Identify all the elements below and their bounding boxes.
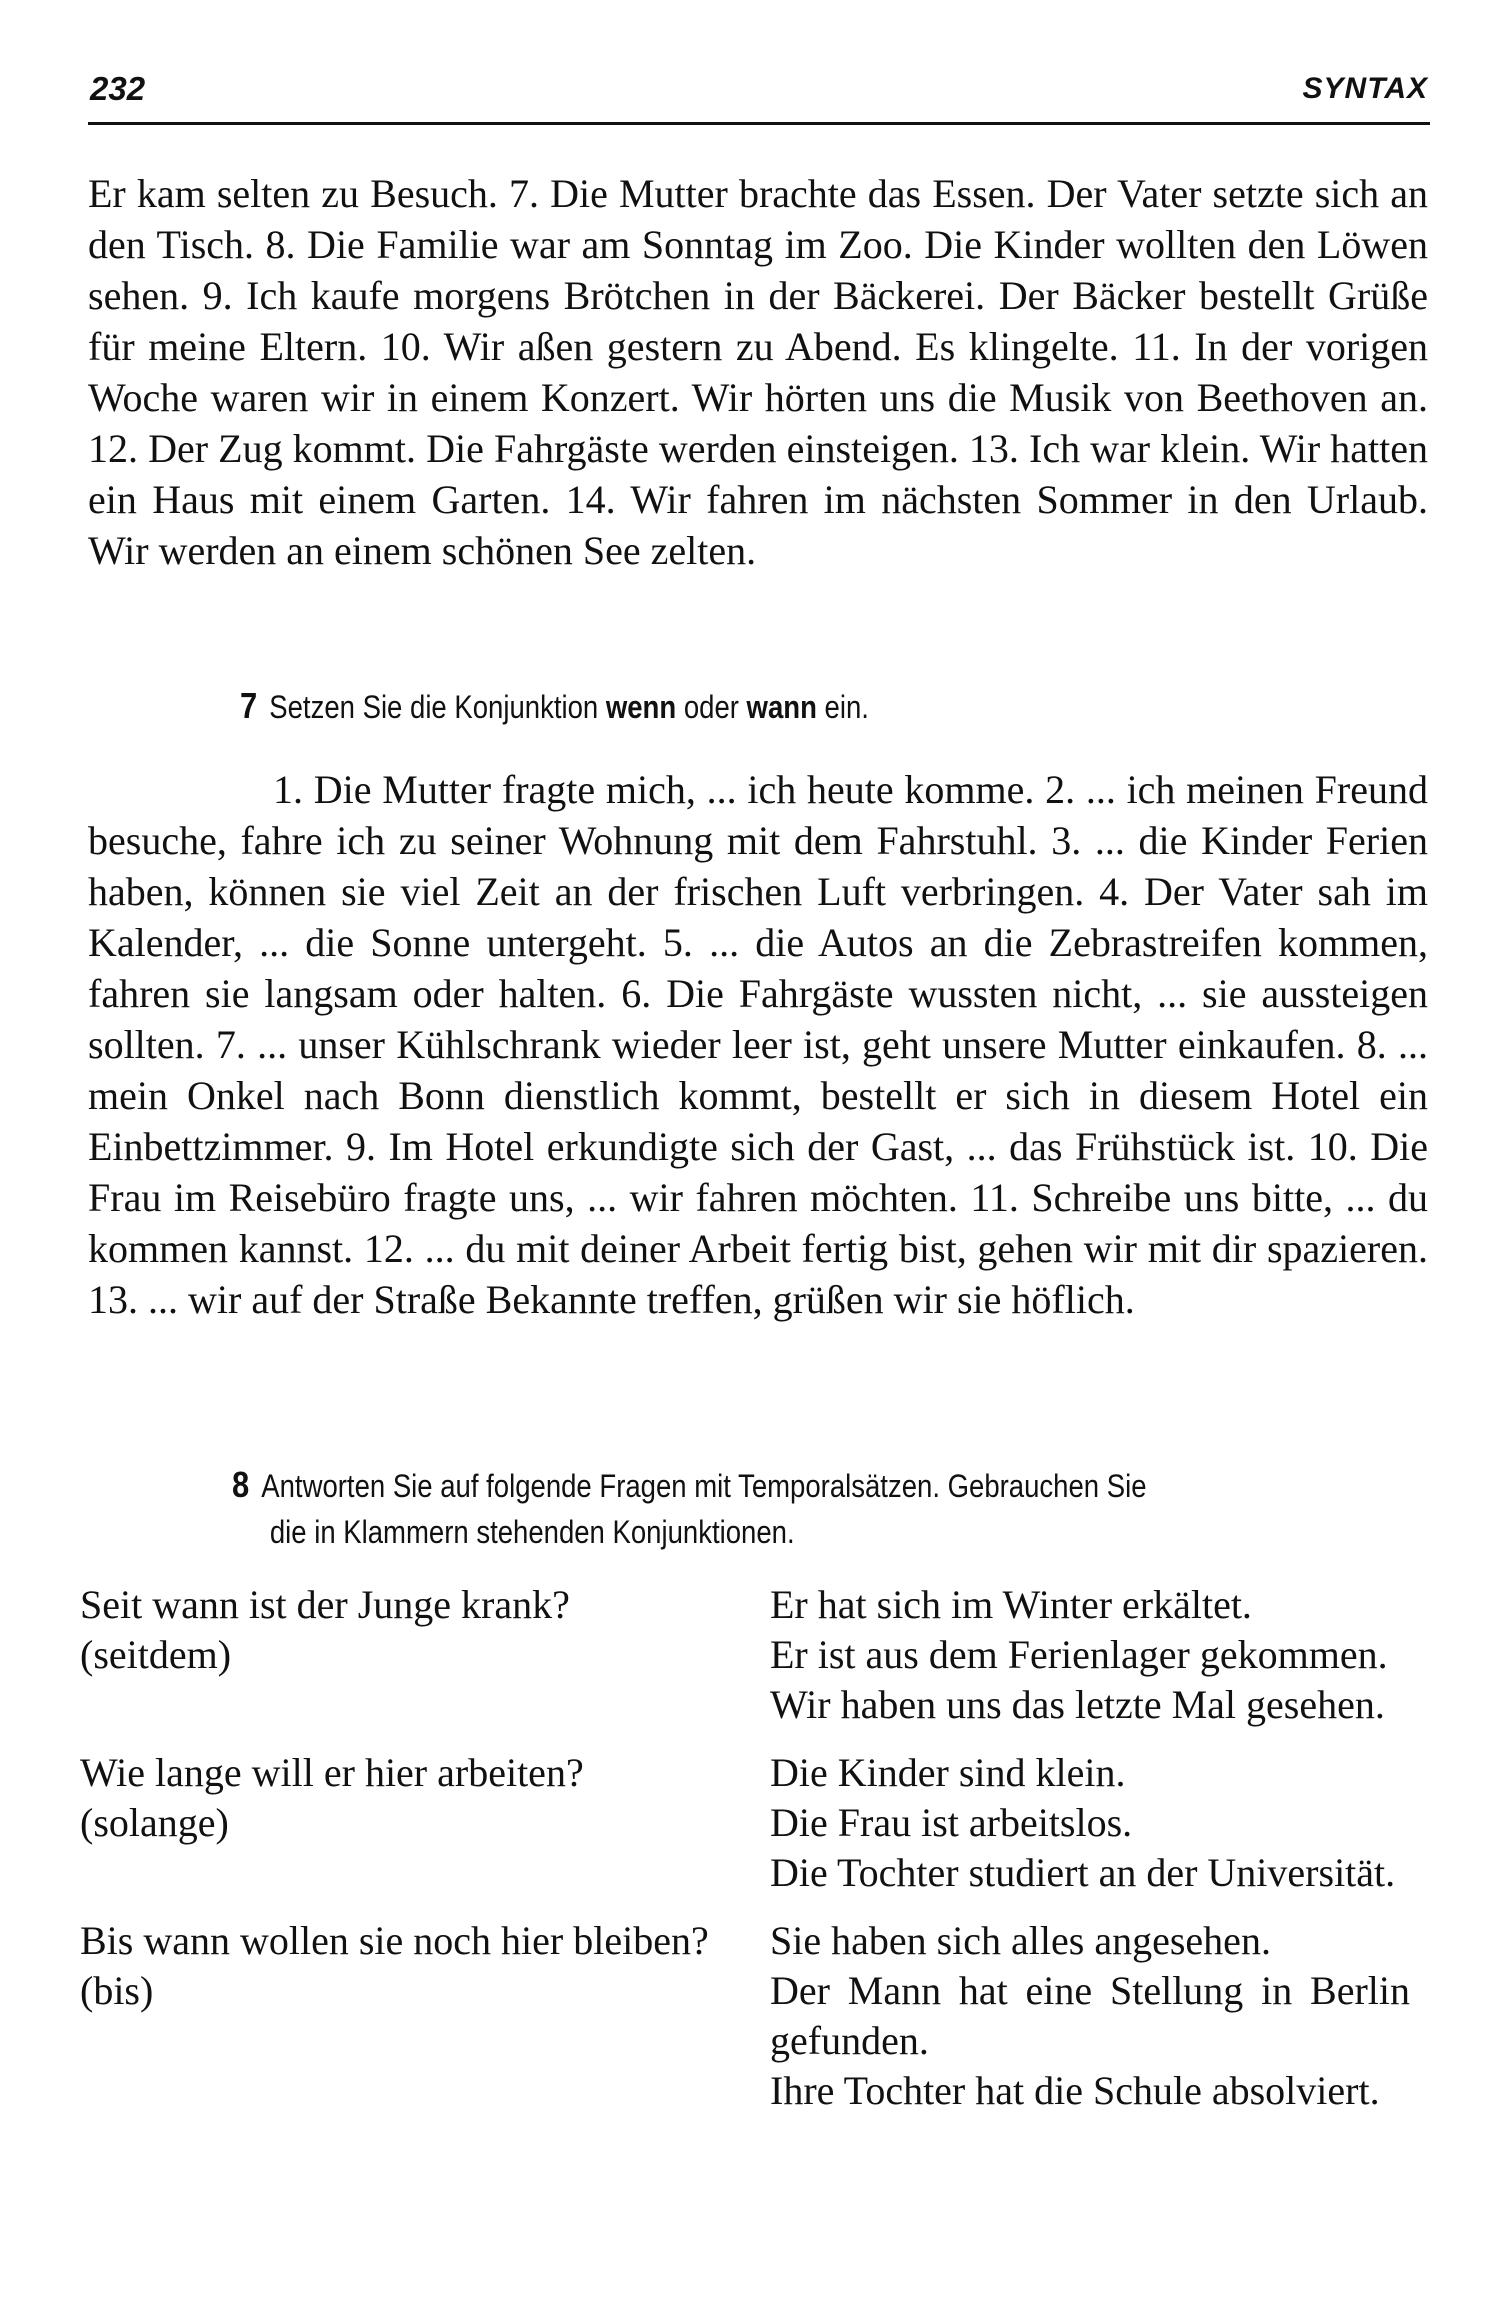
question-cell: [80, 1748, 770, 1898]
intro-paragraph: Er kam selten zu Besuch. 7. Die Mutter brachte das Essen. Der Vater setzte sich an den Tisch. 8. Die Familie war am Sonntag im Zoo. Die Kinder wollten den Löwen sehen. 9. Ich kaufe morgens Brötchen in der Bäckerei. Der Bäcker bestellt Grüße für meine Eltern. 10. Wir aßen gestern zu Abend. Es klingelte. 11. In der vorigen Woche waren wir in einem Konzert. Wir hörten uns die Musik von Beethoven an. 12. Der Zug kommt. Die Fahrgäste werden einsteigen. 13. Ich war klein. Wir hatten ein Haus mit einem Garten. 14. Wir fahren im nächsten Sommer in den Urlaub. Wir werden an einem schönen See zelten.: [88, 171, 1428, 573]
page-header: [88, 70, 1430, 125]
answer-line: Ihre Tochter hat die Schule absolviert.: [770, 2068, 1380, 2113]
answer-line: Die Kinder sind klein.: [770, 1750, 1126, 1795]
running-head: SYNTAX: [1302, 72, 1428, 105]
table-row: [80, 1748, 1440, 1898]
conjunction-hint: (seitdem): [80, 1632, 232, 1677]
answer-line: Der Mann hat eine Stellung in Berlin gefunden.: [770, 1968, 1410, 2063]
exercise-8-instruction-line2: die in Klammern stehenden Konjunktionen.: [269, 1514, 795, 1550]
exercise-8-heading: [232, 1462, 1419, 1555]
answer-line: Er hat sich im Winter erkältet.: [770, 1582, 1252, 1627]
page-number: 232: [90, 70, 146, 107]
question-cell: [80, 1580, 770, 1730]
exercise-7-instruction-mid: oder: [676, 689, 747, 725]
answer-line: Sie haben sich alles angesehen.: [770, 1918, 1271, 1963]
question-text: Wie lange will er hier arbeiten?: [80, 1750, 584, 1795]
answer-line: Die Frau ist arbeitslos.: [770, 1800, 1133, 1845]
table-row: [80, 1580, 1440, 1730]
question-table: [80, 1580, 1440, 2134]
answers-cell: [770, 1748, 1410, 1898]
question-cell: [80, 1916, 770, 2116]
exercise-7-heading: [240, 683, 1324, 730]
exercise-8-number: 8: [232, 1464, 250, 1505]
answers-cell: [770, 1580, 1410, 1730]
answers-cell: [770, 1916, 1410, 2116]
keyword-wenn: wenn: [605, 689, 677, 725]
answer-line: Die Tochter studiert an der Universität.: [770, 1850, 1396, 1895]
question-text: Seit wann ist der Junge krank?: [80, 1582, 570, 1627]
exercise-7-sentences: 1. Die Mutter fragte mich, ... ich heute komme. 2. ... ich meinen Freund besuche, fahre ich zu seiner Wohnung mit dem Fahrstuhl. 3. ... die Kinder Ferien haben, können sie viel Zeit an der frischen Luft verbringen. 4. Der Vater sah im Kalender, ... die Sonne untergeht. 5. ... die Autos an die Zebrastreifen kommen, fahren sie langsam oder halten. 6. Die Fahrgäste wussten nicht, ... sie aussteigen sollten. 7. ... unser Kühlschrank wieder leer ist, geht unsere Mutter einkaufen. 8. ... mein Onkel nach Bonn dienstlich kommt, bestellt er sich in diesem Hotel ein Einbettzimmer. 9. Im Hotel erkundigte sich der Gast, ... das Frühstück ist. 10. Die Frau im Reisebüro fragte uns, ... wir fahren möchten. 11. Schreibe uns bitte, ... du kommen kannst. 12. ... du mit deiner Arbeit fertig bist, gehen wir mit dir spazieren. 13. ... wir auf der Straße Bekannte treffen, grüßen wir sie höflich.: [88, 767, 1428, 1322]
keyword-wann: wann: [746, 689, 817, 725]
question-text: Bis wann wollen sie noch hier bleiben?: [80, 1918, 709, 1963]
exercise-7-text: [88, 764, 1428, 1325]
exercise-7-number: 7: [240, 685, 258, 726]
answer-line: Wir haben uns das letzte Mal gesehen.: [770, 1682, 1385, 1727]
table-row: [80, 1916, 1440, 2116]
exercise-8-instruction-line1: Antworten Sie auf folgende Fragen mit Temporalsätzen. Gebrauchen Sie: [261, 1468, 1147, 1504]
conjunction-hint: (solange): [80, 1800, 229, 1845]
answer-line: Er ist aus dem Ferienlager gekommen.: [770, 1632, 1388, 1677]
exercise-7-instruction: Setzen Sie die Konjunktion: [269, 689, 606, 725]
exercise-7-instruction-end: ein.: [816, 689, 869, 725]
conjunction-hint: (bis): [80, 1968, 154, 2013]
